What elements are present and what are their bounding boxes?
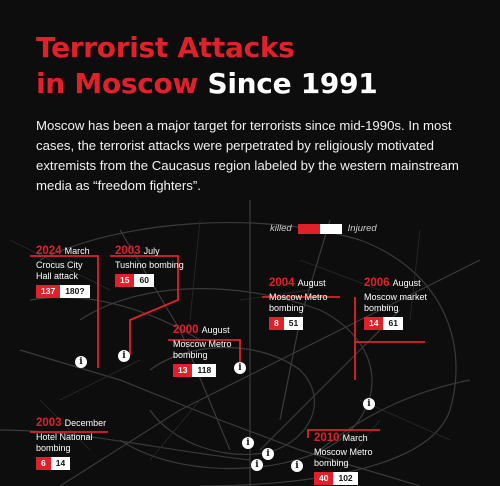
- killed-count: 40: [314, 472, 333, 485]
- legend-killed-swatch: [298, 224, 320, 234]
- killed-count: 14: [364, 317, 383, 330]
- info-pin-icon[interactable]: i: [363, 398, 375, 410]
- injured-count: 61: [383, 317, 402, 330]
- legend: [270, 223, 377, 234]
- title-line-1: Terrorist Attacks: [36, 31, 295, 64]
- info-pin-icon[interactable]: i: [262, 448, 274, 460]
- event-name: Moscow market bombing: [364, 292, 428, 313]
- event-name: Crocus City Hall attack: [36, 260, 83, 281]
- killed-count: 13: [173, 364, 192, 377]
- event-2003-tushino[interactable]: 2003 July Tushino bombing 15 60: [115, 245, 184, 285]
- killed-count: 6: [36, 457, 51, 470]
- injured-count: 102: [333, 472, 357, 485]
- info-pin-icon[interactable]: i: [291, 460, 303, 472]
- killed-count: 8: [269, 317, 284, 330]
- event-name: Hotel National bombing: [36, 432, 93, 453]
- injured-count: 14: [51, 457, 70, 470]
- event-2024-crocus[interactable]: 2024 March Crocus City Hall attack 137 180?: [36, 245, 90, 296]
- title-line-2: in Moscow Since 1991: [36, 67, 378, 100]
- event-2010-metro[interactable]: 2010 March Moscow Metro bombing 40 102: [314, 432, 373, 483]
- event-name: Tushino bombing: [115, 260, 184, 270]
- event-2000-metro[interactable]: 2000 August Moscow Metro bombing 13 118: [173, 324, 232, 375]
- injured-count: 51: [284, 317, 303, 330]
- killed-count: 137: [36, 285, 60, 298]
- event-2003-hotel-national[interactable]: 2003 December Hotel National bombing 6 14: [36, 417, 107, 468]
- info-pin-icon[interactable]: i: [118, 350, 130, 362]
- legend-injured-label: Injured: [347, 223, 377, 234]
- legend-injured-swatch: [320, 224, 342, 234]
- page-title: [36, 30, 377, 102]
- info-pin-icon[interactable]: i: [75, 356, 87, 368]
- event-2006-market[interactable]: 2006 August Moscow market bombing 14 61: [364, 277, 428, 328]
- event-name: Moscow Metro bombing: [269, 292, 328, 313]
- killed-count: 15: [115, 274, 134, 287]
- intro-paragraph: Moscow has been a major target for terrorists since mid-1990s. In most cases, the terrorist attacks were perpetrated by religiously motivated extremists from the Caucasus region labeled by the western mainstream media as “freedom fighters”.: [36, 118, 459, 193]
- event-2004-metro[interactable]: 2004 August Moscow Metro bombing 8 51: [269, 277, 328, 328]
- event-name: Moscow Metro bombing: [173, 339, 232, 360]
- info-pin-icon[interactable]: i: [234, 362, 246, 374]
- injured-count: 60: [134, 274, 153, 287]
- legend-killed-label: killed: [270, 223, 292, 234]
- info-pin-icon[interactable]: i: [251, 459, 263, 471]
- injured-count: 118: [192, 364, 216, 377]
- injured-count: 180?: [60, 285, 89, 298]
- info-pin-icon[interactable]: i: [242, 437, 254, 449]
- event-name: Moscow Metro bombing: [314, 447, 373, 468]
